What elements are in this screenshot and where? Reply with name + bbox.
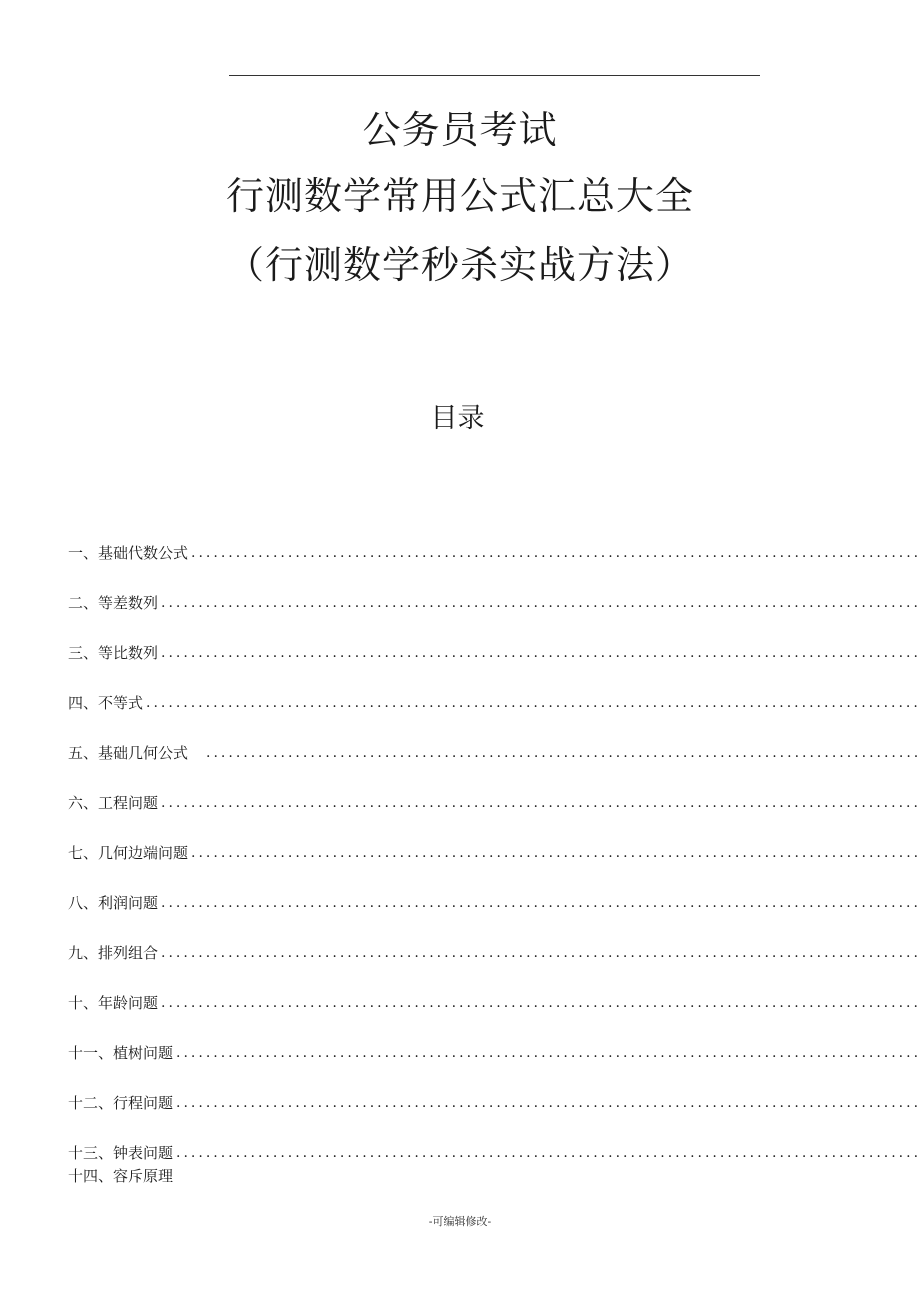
toc-item-label: 八、利润问题 — [68, 894, 159, 912]
toc-leader-dots — [188, 838, 920, 868]
toc-item[interactable] — [68, 888, 920, 938]
toc-leader-dots — [173, 1038, 920, 1068]
toc-item-label: 七、几何边端问题 — [68, 844, 189, 862]
toc-item-label: 五、基础几何公式 — [68, 744, 204, 762]
toc-leader-dots — [158, 638, 920, 668]
toc-leader-dots — [158, 938, 920, 968]
top-rule — [229, 75, 760, 76]
toc-item[interactable] — [68, 1088, 920, 1138]
toc-leader-dots — [158, 788, 920, 818]
toc-leader-dots — [203, 738, 920, 768]
toc-item[interactable] — [68, 688, 920, 738]
toc-item[interactable] — [68, 538, 920, 588]
toc-leader-dots — [158, 888, 920, 918]
toc-leader-dots — [173, 1138, 920, 1161]
toc-heading: 目录 — [430, 403, 485, 434]
toc-item[interactable] — [68, 1038, 920, 1088]
toc-leader-dots — [158, 988, 920, 1018]
title-line-1: 公务员考试 — [362, 108, 558, 152]
toc-item[interactable] — [68, 988, 920, 1038]
toc-item-label: 九、排列组合 — [68, 944, 159, 962]
toc-item[interactable] — [68, 588, 920, 638]
toc-item-label: 十二、行程问题 — [68, 1094, 174, 1112]
table-of-contents — [68, 538, 920, 1211]
toc-leader-dots — [188, 538, 920, 568]
toc-leader-dots — [158, 588, 920, 618]
toc-item[interactable] — [68, 838, 920, 888]
toc-item[interactable] — [68, 788, 920, 838]
toc-item-label: 六、工程问题 — [68, 794, 159, 812]
toc-item[interactable] — [68, 638, 920, 688]
toc-item[interactable] — [68, 938, 920, 988]
title-line-2: 行测数学常用公式汇总大全 — [225, 174, 694, 218]
page-footer: -可编辑修改- — [428, 1215, 492, 1228]
toc-item-label: 十一、植树问题 — [68, 1044, 174, 1062]
toc-item-label: 二、等差数列 — [68, 594, 159, 612]
toc-item-label: 一、基础代数公式 — [68, 544, 189, 562]
toc-item-label: 三、等比数列 — [68, 644, 159, 662]
toc-leader-dots — [173, 1088, 920, 1118]
toc-item-label: 十三、钟表问题 — [68, 1144, 174, 1161]
toc-item[interactable] — [68, 1138, 920, 1161]
toc-item-label: 四、不等式 — [68, 694, 144, 712]
toc-item-label: 十、年龄问题 — [68, 994, 159, 1012]
toc-leader-dots — [143, 688, 920, 718]
toc-item-label: 十四、容斥原理 — [68, 1167, 174, 1185]
toc-item[interactable] — [68, 738, 920, 788]
title-line-3: （行测数学秒杀实战方法） — [225, 243, 694, 287]
toc-item[interactable] — [68, 1161, 920, 1211]
